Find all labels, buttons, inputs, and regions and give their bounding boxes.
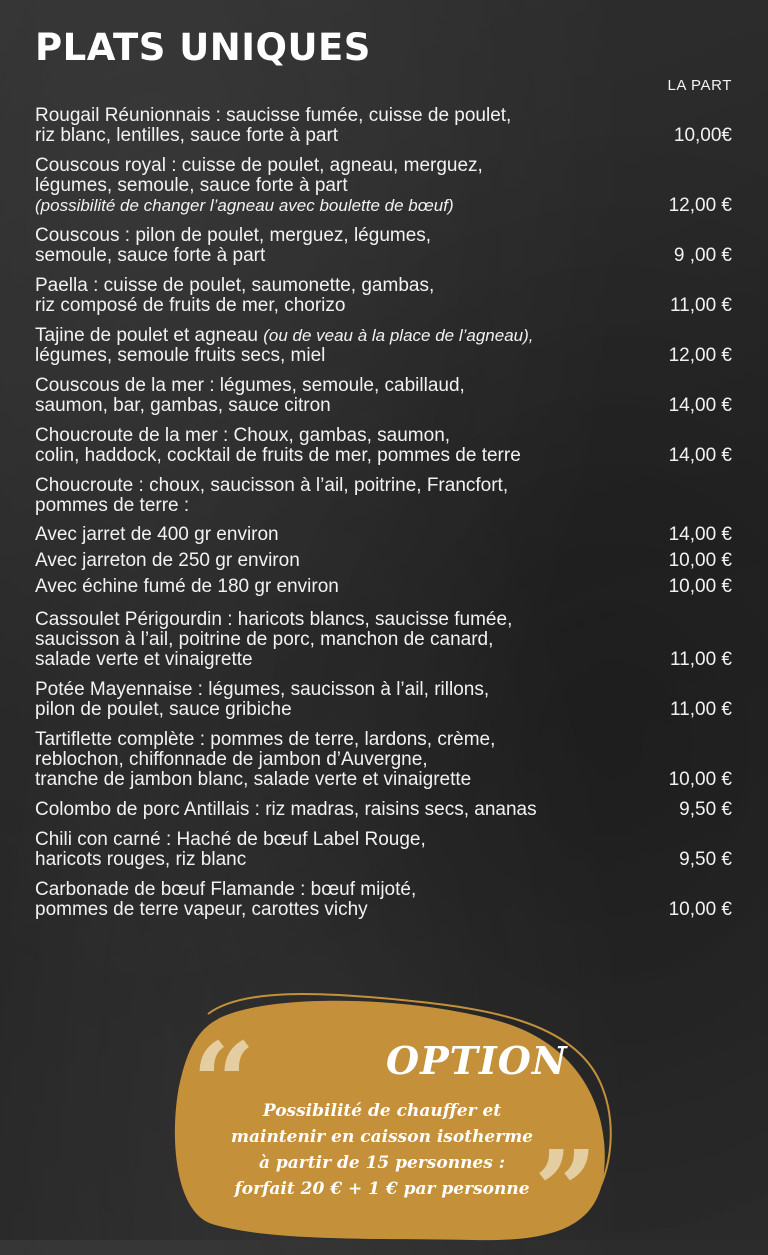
menu-item-price: 9,50 €	[679, 799, 732, 820]
menu-item	[35, 730, 732, 790]
menu-item-note: (ou de veau à la place de l’agneau),	[263, 326, 534, 345]
menu-item	[35, 426, 732, 466]
menu-item-note-text: (possibilité de changer l’agneau avec boulette de bœuf)	[35, 196, 454, 215]
menu-item-line: haricots rouges, riz blanc	[35, 849, 247, 870]
option-line: forfait 20 € + 1 € par personne	[234, 1179, 530, 1199]
menu-item-description	[35, 610, 655, 670]
menu-item-description	[35, 880, 655, 920]
option-box	[172, 992, 622, 1255]
menu-item-line: riz blanc, lentilles, sauce forte à part	[35, 125, 339, 146]
menu-item-description	[35, 106, 655, 146]
menu-item-description	[35, 800, 655, 820]
menu-item-line: Potée Mayennaise : légumes, saucisson à l’ail, rillons,	[35, 679, 490, 700]
menu-item-line: semoule, sauce forte à part	[35, 245, 266, 266]
menu-item-line: pommes de terre vapeur, carottes vichy	[35, 899, 368, 920]
menu-item-line: salade verte et vinaigrette	[35, 649, 253, 670]
menu-option-price: 10,00 €	[668, 576, 732, 597]
page-title: PLATS UNIQUES	[35, 26, 371, 69]
menu-item-description	[35, 226, 655, 266]
menu-option-row	[35, 522, 732, 548]
menu-item-line: légumes, semoule, sauce forte à part	[35, 175, 348, 196]
menu-item-line: Rougail Réunionnais : saucisse fumée, cuisse de poulet,	[35, 105, 512, 126]
menu-list	[35, 106, 732, 930]
menu-item	[35, 476, 732, 600]
menu-item-description	[35, 326, 655, 366]
menu-item-description	[35, 476, 655, 516]
menu-item	[35, 800, 732, 820]
menu-item-line: pilon de poulet, sauce gribiche	[35, 699, 292, 720]
menu-item-line: saumon, bar, gambas, sauce citron	[35, 395, 331, 416]
menu-item	[35, 156, 732, 216]
menu-item-line: Chili con carné : Haché de bœuf Label Rouge,	[35, 829, 426, 850]
menu-item-line: Couscous royal : cuisse de poulet, agneau, merguez,	[35, 155, 483, 176]
menu-item-line: légumes, semoule fruits secs, miel	[35, 345, 326, 366]
menu-item-line: Cassoulet Périgourdin : haricots blancs, saucisse fumée,	[35, 609, 513, 630]
menu-item-line: riz composé de fruits de mer, chorizo	[35, 295, 346, 316]
option-line: maintenir en caisson isotherme	[230, 1127, 533, 1147]
menu-option-price: 14,00 €	[668, 524, 732, 545]
menu-item-line: Colombo de porc Antillais : riz madras, raisins secs, ananas	[35, 799, 537, 820]
menu-item-price: 10,00 €	[668, 899, 732, 920]
menu-item-line: Choucroute : choux, saucisson à l’ail, poitrine, Francfort,	[35, 475, 509, 496]
menu-item	[35, 830, 732, 870]
menu-item-price: 10,00€	[673, 125, 732, 146]
menu-option-label: Avec jarret de 400 gr environ	[35, 524, 279, 545]
menu-item-description	[35, 426, 655, 466]
menu-item-description	[35, 830, 655, 870]
menu-item-line: Choucroute de la mer : Choux, gambas, saumon,	[35, 425, 451, 446]
option-title: OPTION	[386, 1038, 568, 1083]
menu-item-price: 12,00 €	[668, 345, 732, 366]
menu-item-description	[35, 376, 655, 416]
menu-item-note	[35, 196, 655, 216]
menu-item-line: Couscous de la mer : légumes, semoule, cabillaud,	[35, 375, 465, 396]
menu-item-line: reblochon, chiffonnade de jambon d’Auvergne,	[35, 749, 428, 770]
menu-item-line: tranche de jambon blanc, salade verte et vinaigrette	[35, 769, 472, 790]
menu-item	[35, 276, 732, 316]
quote-open-icon: “	[192, 1018, 256, 1147]
menu-option-price: 10,00 €	[668, 550, 732, 571]
menu-item-options	[35, 522, 732, 600]
menu-item-price: 11,00 €	[670, 649, 732, 670]
menu-item-line: pommes de terre :	[35, 495, 190, 516]
menu-item-price: 11,00 €	[670, 295, 732, 316]
menu-item-description	[35, 276, 655, 316]
menu-item-description	[35, 156, 655, 216]
menu-option-row	[35, 548, 732, 574]
option-line: à partir de 15 personnes :	[258, 1153, 506, 1173]
menu-item-line: Paella : cuisse de poulet, saumonette, gambas,	[35, 275, 435, 296]
menu-item-line: Tajine de poulet et agneau (ou de veau à la place de l’agneau),	[35, 325, 534, 346]
option-line: Possibilité de chauffer et	[262, 1101, 502, 1121]
menu-item	[35, 610, 732, 670]
menu-item-line: Tartiflette complète : pommes de terre, lardons, crème,	[35, 729, 496, 750]
menu-option-row	[35, 574, 732, 600]
menu-item-line: Couscous : pilon de poulet, merguez, légumes,	[35, 225, 432, 246]
menu-item-price: 9 ,00 €	[673, 245, 732, 266]
menu-item	[35, 226, 732, 266]
menu-item-description	[35, 680, 655, 720]
menu-item	[35, 106, 732, 146]
menu-item-price: 14,00 €	[668, 445, 732, 466]
menu-item-line: saucisson à l’ail, poitrine de porc, manchon de canard,	[35, 629, 494, 650]
menu-item	[35, 680, 732, 720]
menu-item-price: 11,00 €	[670, 699, 732, 720]
menu-option-label: Avec jarreton de 250 gr environ	[35, 550, 300, 571]
menu-item-price: 10,00 €	[668, 769, 732, 790]
menu-item-price: 9,50 €	[679, 849, 732, 870]
menu-item	[35, 880, 732, 920]
menu-item-price: 14,00 €	[668, 395, 732, 416]
menu-item-price: 12,00 €	[668, 195, 732, 216]
quote-close-icon: ”	[534, 1126, 598, 1255]
menu-item-line: Carbonade de bœuf Flamande : bœuf mijoté,	[35, 879, 417, 900]
menu-item-description	[35, 730, 655, 790]
menu-option-label: Avec échine fumé de 180 gr environ	[35, 576, 339, 597]
menu-item	[35, 326, 732, 366]
menu-item-line: colin, haddock, cocktail de fruits de mer, pommes de terre	[35, 445, 521, 466]
menu-item	[35, 376, 732, 416]
column-header-price: LA PART	[667, 77, 732, 94]
option-text	[212, 1098, 552, 1202]
